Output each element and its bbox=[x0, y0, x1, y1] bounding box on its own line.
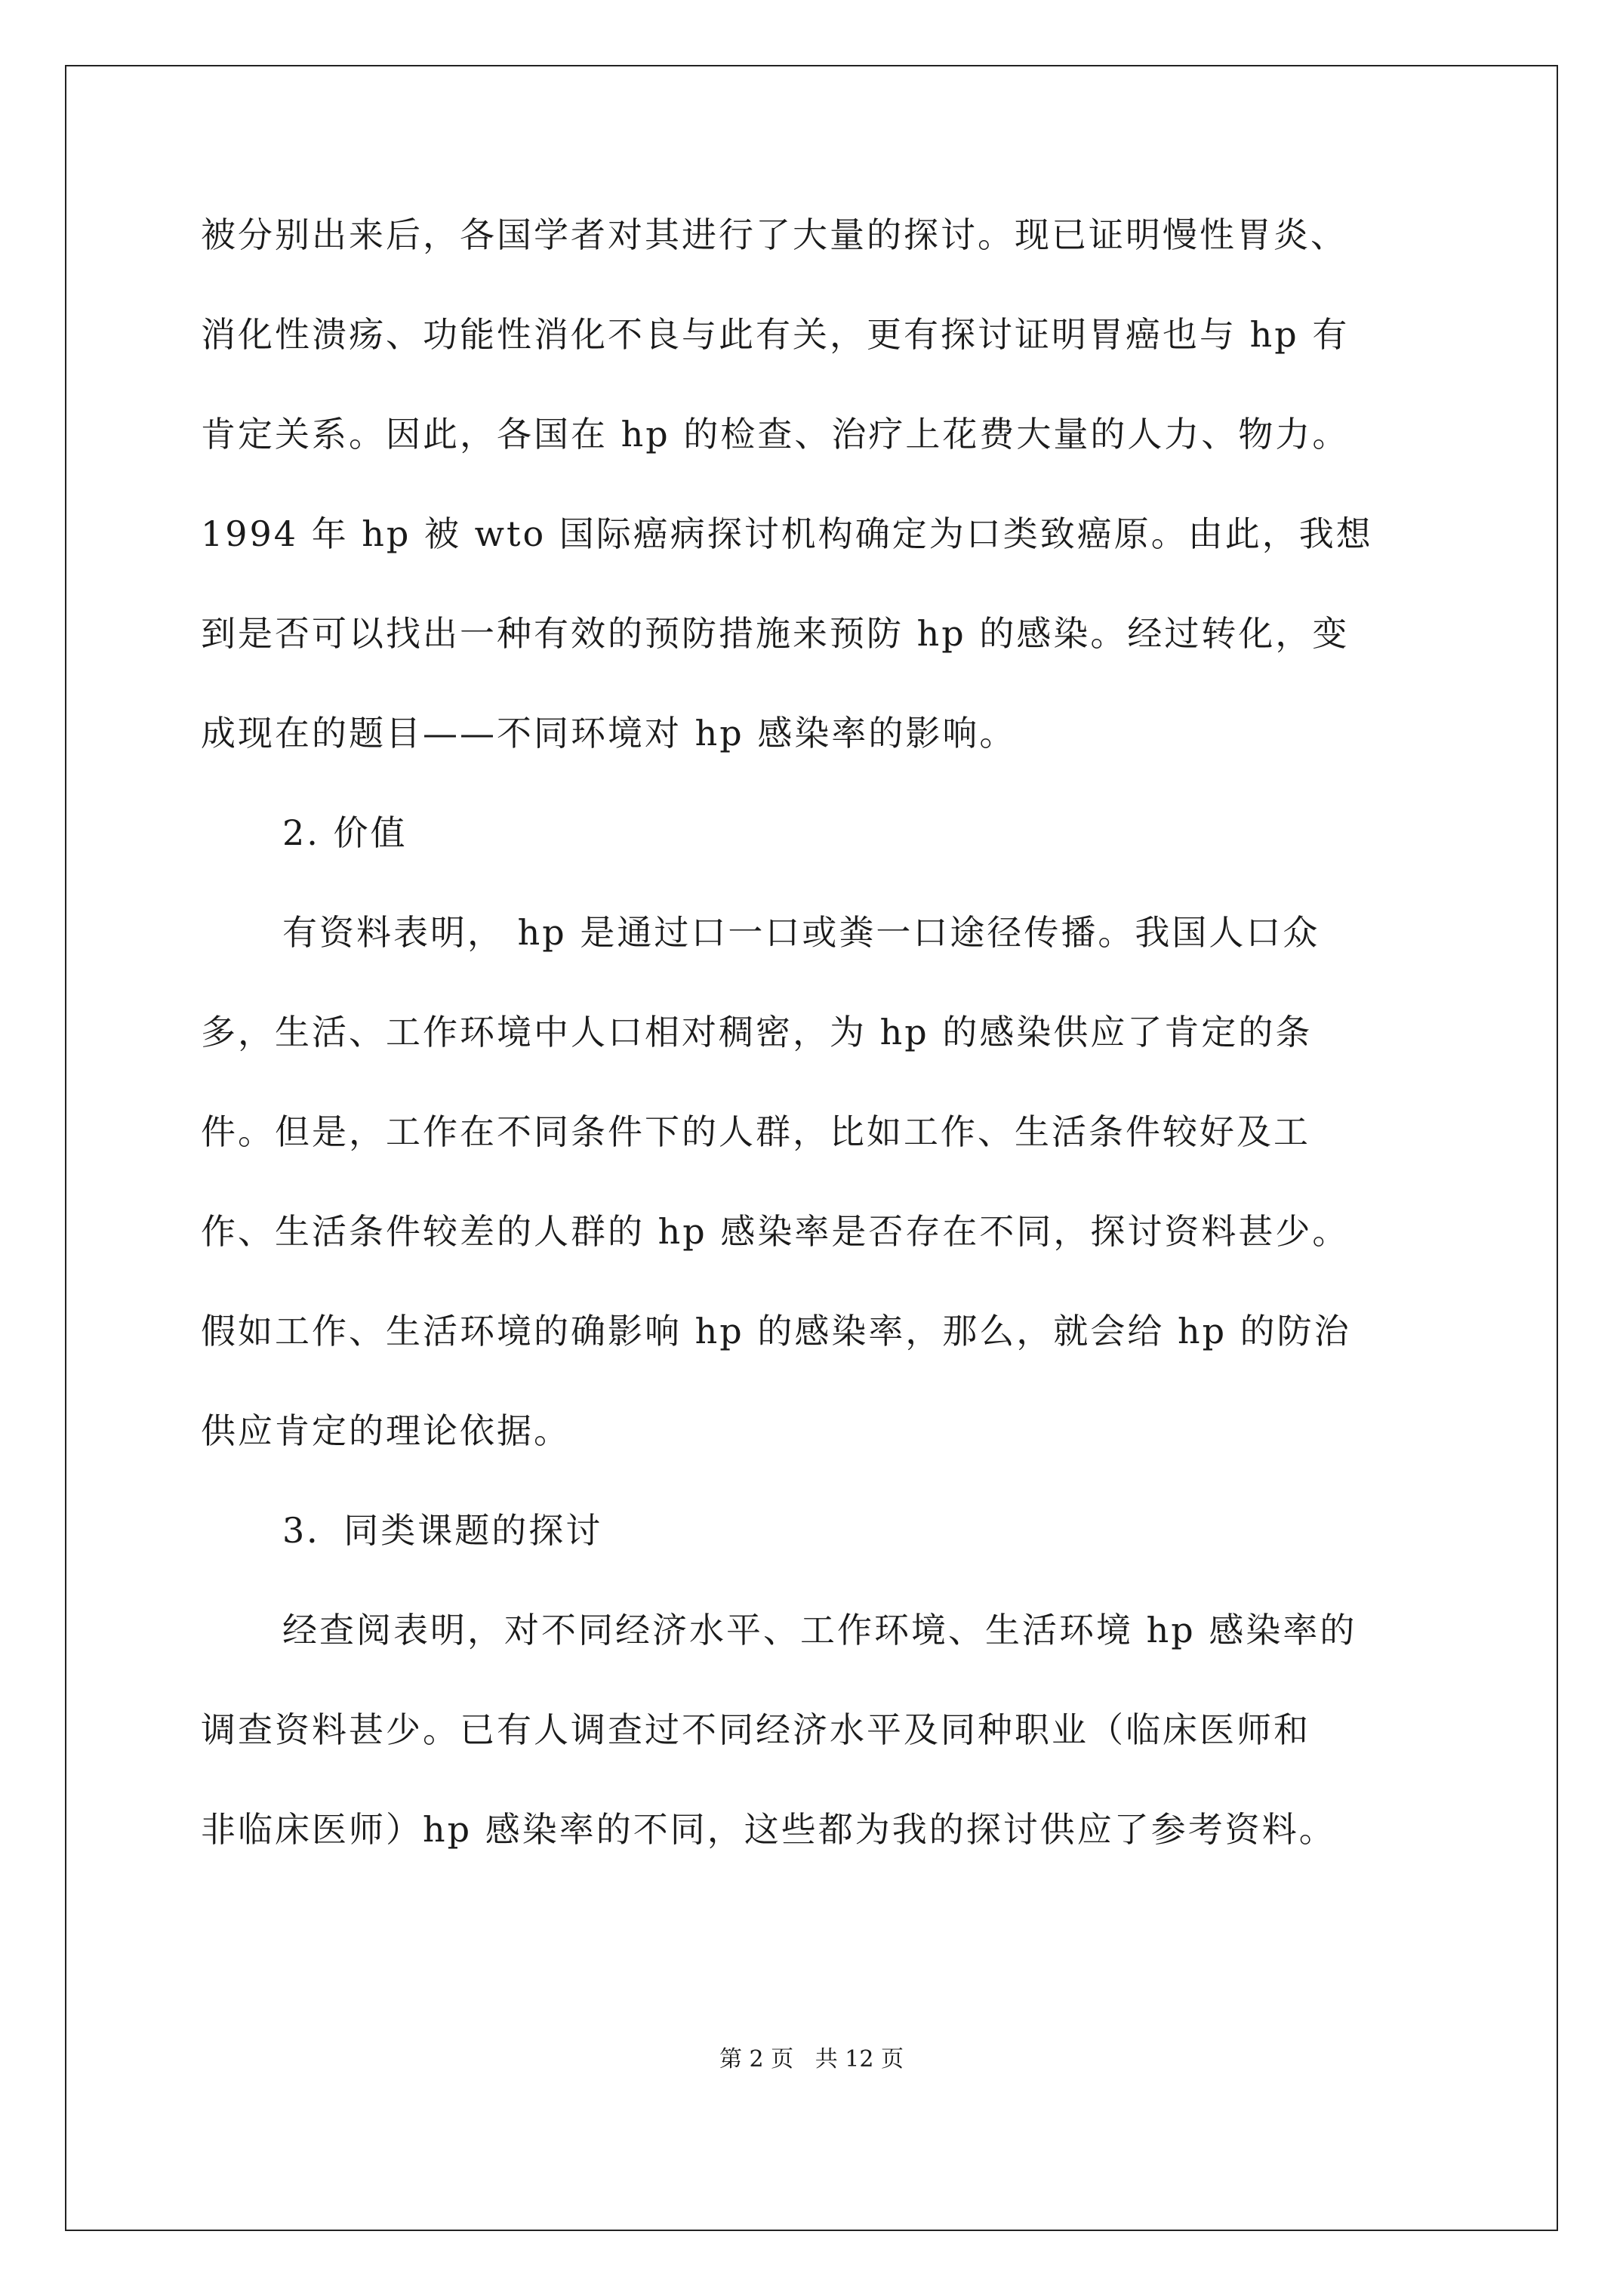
text-line: 非临床医师）hp 感染率的不同，这些都为我的探讨供应了参考资料。 bbox=[201, 1809, 1336, 1850]
text-line: 被分别出来后，各国学者对其进行了大量的探讨。现已证明慢性胃炎、 bbox=[201, 214, 1347, 255]
document-body bbox=[201, 215, 1446, 1909]
text-line: 经查阅表明，对不同经济水平、工作环境、生活环境 hp 感染率的 bbox=[282, 1610, 1357, 1650]
text-line: 假如工作、生活环境的确影响 hp 的感染率，那么，就会给 hp 的防治 bbox=[201, 1311, 1351, 1351]
text-line: 1994 年 hp 被 wto 国际癌病探讨机构确定为口类致癌原。由此，我想 bbox=[201, 513, 1373, 554]
section-heading: 2. 价值 bbox=[282, 812, 408, 853]
section-heading: 3．同类课题的探讨 bbox=[282, 1510, 603, 1551]
page-number-footer: 第 2 页 共 12 页 bbox=[719, 2046, 904, 2073]
text-line: 到是否可以找出一种有效的预防措施来预防 hp 的感染。经过转化，变 bbox=[201, 613, 1350, 654]
text-line: 作、生活条件较差的人群的 hp 感染率是否存在不同，探讨资料甚少。 bbox=[201, 1211, 1350, 1252]
text-line: 肯定关系。因此，各国在 hp 的检查、治疗上花费大量的人力、物力。 bbox=[201, 414, 1350, 455]
text-line: 消化性溃疡、功能性消化不良与此有关，更有探讨证明胃癌也与 hp 有 bbox=[201, 314, 1350, 355]
text-line: 多，生活、工作环境中人口相对稠密，为 hp 的感染供应了肯定的条 bbox=[201, 1012, 1313, 1052]
text-line: 有资料表明， hp 是通过口一口或粪一口途径传播。我国人口众 bbox=[282, 912, 1320, 953]
text-line: 件。但是，工作在不同条件下的人群，比如工作、生活条件较好及工 bbox=[201, 1111, 1310, 1152]
text-line: 调查资料甚少。已有人调查过不同经济水平及同种职业（临床医师和 bbox=[201, 1709, 1310, 1750]
text-line: 供应肯定的理论依据。 bbox=[201, 1410, 571, 1451]
text-line: 成现在的题目——不同环境对 hp 感染率的影响。 bbox=[201, 713, 1017, 754]
